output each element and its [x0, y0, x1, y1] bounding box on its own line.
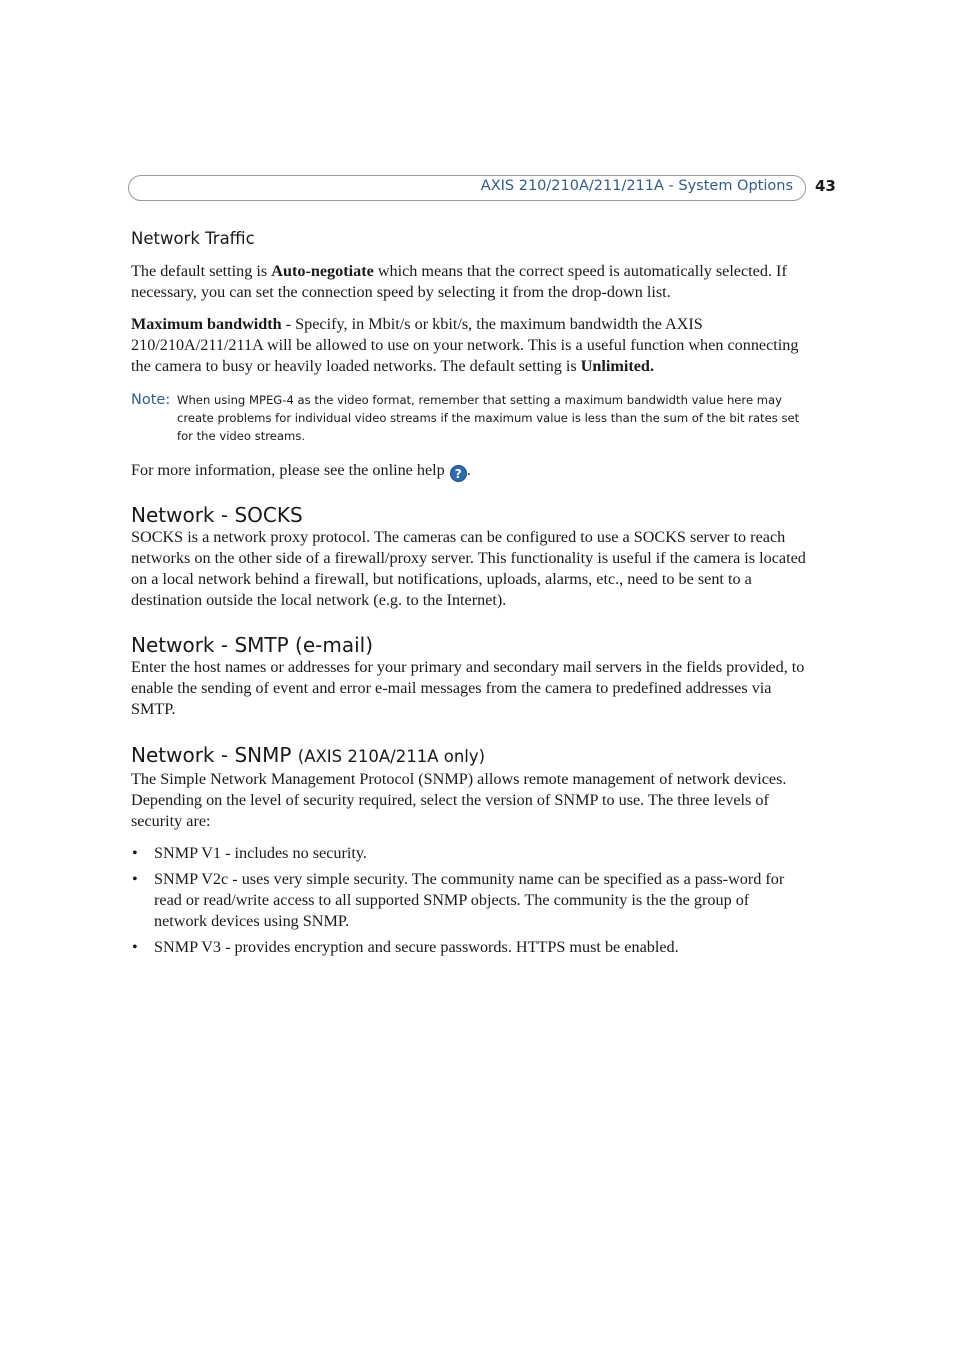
snmp-levels-list	[131, 843, 806, 958]
text-span: The default setting is	[131, 262, 272, 280]
smtp-paragraph: Enter the host names or addresses for your primary and secondary mail servers in the fields provided, to enable the sending of event and error e-mail messages from the camera to predefined addresses via SMTP.	[131, 658, 805, 718]
help-text: For more information, please see the online help	[131, 461, 445, 479]
smtp-heading: Network - SMTP (e-mail)	[131, 633, 374, 657]
network-traffic-heading: Network Traffic	[131, 229, 255, 248]
help-paragraph	[131, 460, 806, 482]
text-span: .	[466, 461, 471, 479]
unlimited-term: Unlimited	[580, 357, 650, 375]
socks-heading: Network - SOCKS	[131, 503, 303, 527]
page-content	[131, 229, 806, 963]
list-item: • SNMP V3 - provides encryption and secure passwords. HTTPS must be enabled.	[131, 937, 806, 958]
text-span: which means that the correct speed is automatically selected. If necessary, you can set the connection speed by selecting it from the drop-down list.	[131, 262, 787, 301]
snmp-heading-sub: (AXIS 210A/211A only)	[297, 747, 486, 766]
note-text: When using MPEG-4 as the video format, remember that setting a maximum bandwidth value here may create problems for individual video streams if the maximum value is less than the sum of the bit rates set for the video streams.	[177, 393, 800, 443]
network-traffic-paragraph	[131, 261, 806, 303]
socks-paragraph: SOCKS is a network proxy protocol. The cameras can be configured to use a SOCKS server to reach networks on the other side of a firewall/proxy server. This functionality is useful if the camera is located on a local network behind a firewall, but notifications, uploads, alarms, etc., need to be sent to a destination outside the local network (e.g. to the Internet).	[131, 528, 806, 609]
header-bar	[128, 175, 806, 201]
snmp-heading-main: Network - SNMP	[131, 743, 298, 767]
snmp-paragraph: The Simple Network Management Protocol (SNMP) allows remote management of network devices. Depending on the level of security required, select the version of SNMP to use. The three levels of security are:	[131, 770, 787, 830]
list-item: • SNMP V2c - uses very simple security. The community name can be specified as a pass-word for read or read/write access to all supported SNMP objects. The community is the the group of network devices using SNMP.	[131, 869, 806, 932]
list-item: • SNMP V1 - includes no security.	[131, 843, 806, 864]
header-title: AXIS 210/210A/211/211A - System Options	[480, 178, 793, 194]
help-icon[interactable]: ?	[450, 465, 467, 482]
max-bandwidth-term: Maximum bandwidth	[131, 315, 282, 333]
text-span: - Specify, in Mbit/s or kbit/s, the maximum bandwidth the AXIS 210/210A/211/211A will be allowed to use on your network. This is a useful function when connecting the camera to busy or heavily loaded networks. The default setting is	[131, 315, 799, 375]
text-span: .	[649, 357, 654, 375]
max-bandwidth-paragraph	[131, 314, 806, 377]
page-number: 43	[815, 177, 836, 195]
snmp-heading	[131, 743, 806, 769]
note-label: Note:	[131, 392, 171, 408]
auto-negotiate-term: Auto-negotiate	[271, 262, 374, 280]
note-block	[131, 391, 806, 445]
